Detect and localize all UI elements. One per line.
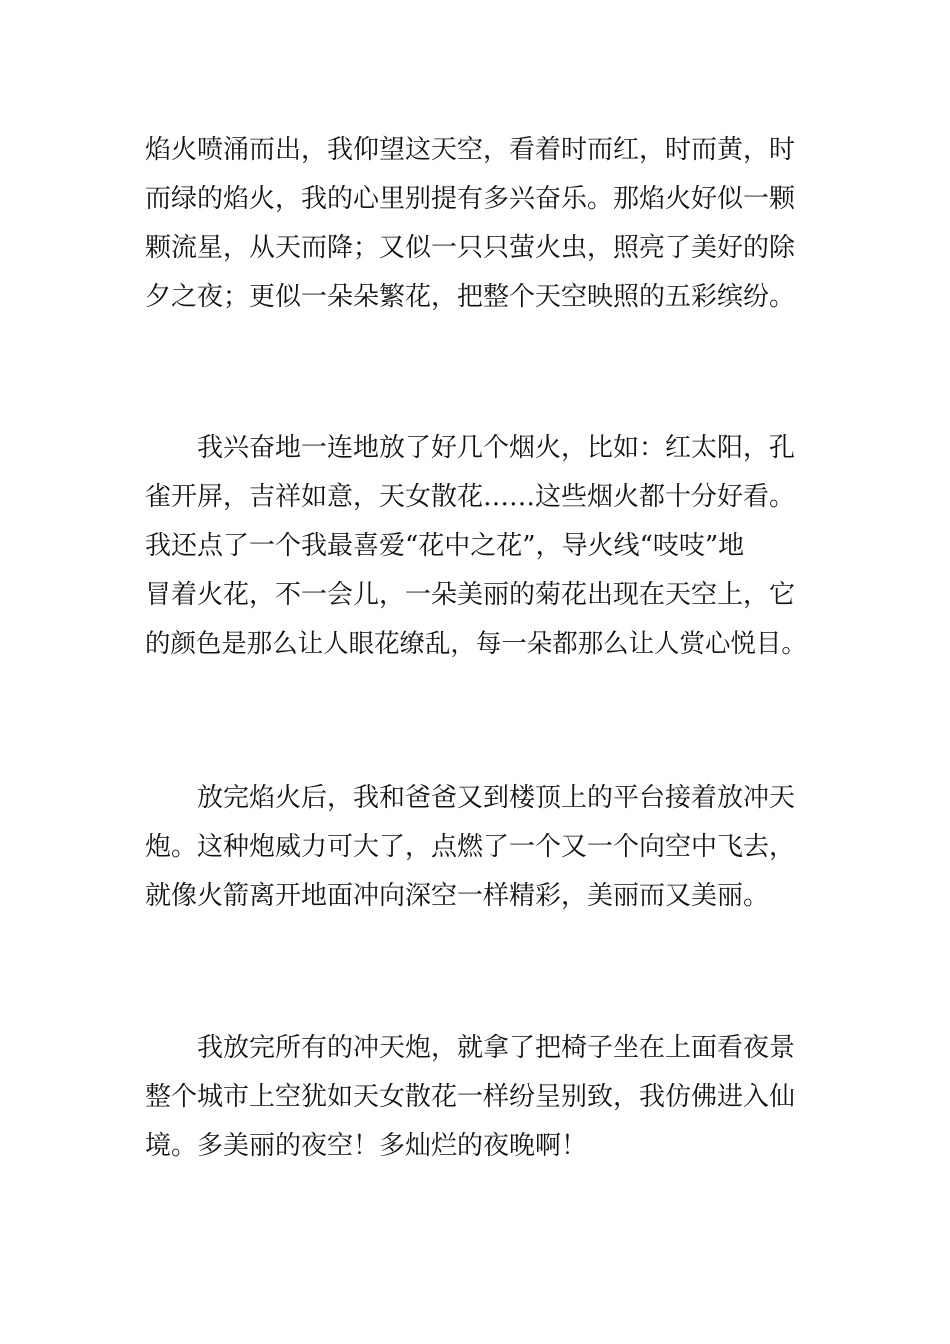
paragraph-night-view (145, 1024, 807, 1171)
text-line: 我放完所有的冲天炮，就拿了把椅子坐在上面看夜景 (197, 1033, 796, 1063)
text-line: 我兴奋地一连地放了好几个烟火，比如：红太阳，孔 (197, 433, 796, 463)
text-line: 整个城市上空犹如天女散花一样纷呈别致，我仿佛进入仙 (145, 1082, 796, 1112)
paragraph-rockets (145, 774, 807, 921)
text-line: 我还点了一个我最喜爱“花中之花”，导火线“吱吱”地 (145, 531, 745, 561)
text-line: 夕之夜；更似一朵朵繁花，把整个天空映照的五彩缤纷。 (145, 282, 796, 312)
text-line: 冒着火花，不一会儿，一朵美丽的菊花出现在天空上，它 (145, 580, 796, 610)
text-line: 雀开屏，吉祥如意，天女散花……这些烟火都十分好看。 (145, 482, 796, 512)
text-line: 颗流星，从天而降；又似一只只萤火虫，照亮了美好的除 (145, 233, 796, 263)
text-line: 就像火箭离开地面冲向深空一样精彩，美丽而又美丽。 (145, 881, 770, 911)
text-line: 焰火喷涌而出，我仰望这天空，看着时而红，时而黄，时 (145, 135, 796, 165)
text-line: 而绿的焰火，我的心里别提有多兴奋乐。那焰火好似一颗 (145, 184, 796, 214)
text-line: 的颜色是那么让人眼花缭乱，每一朵都那么让人赏心悦目。 (145, 629, 807, 659)
paragraph-fireworks-types (145, 424, 807, 669)
text-line: 放完焰火后，我和爸爸又到楼顶上的平台接着放冲天 (197, 783, 796, 813)
text-line: 境。多美丽的夜空！多灿烂的夜晚啊！ (145, 1131, 588, 1161)
text-line: 炮。这种炮威力可大了，点燃了一个又一个向空中飞去， (145, 832, 796, 862)
paragraph-fireworks-colors (145, 126, 807, 322)
